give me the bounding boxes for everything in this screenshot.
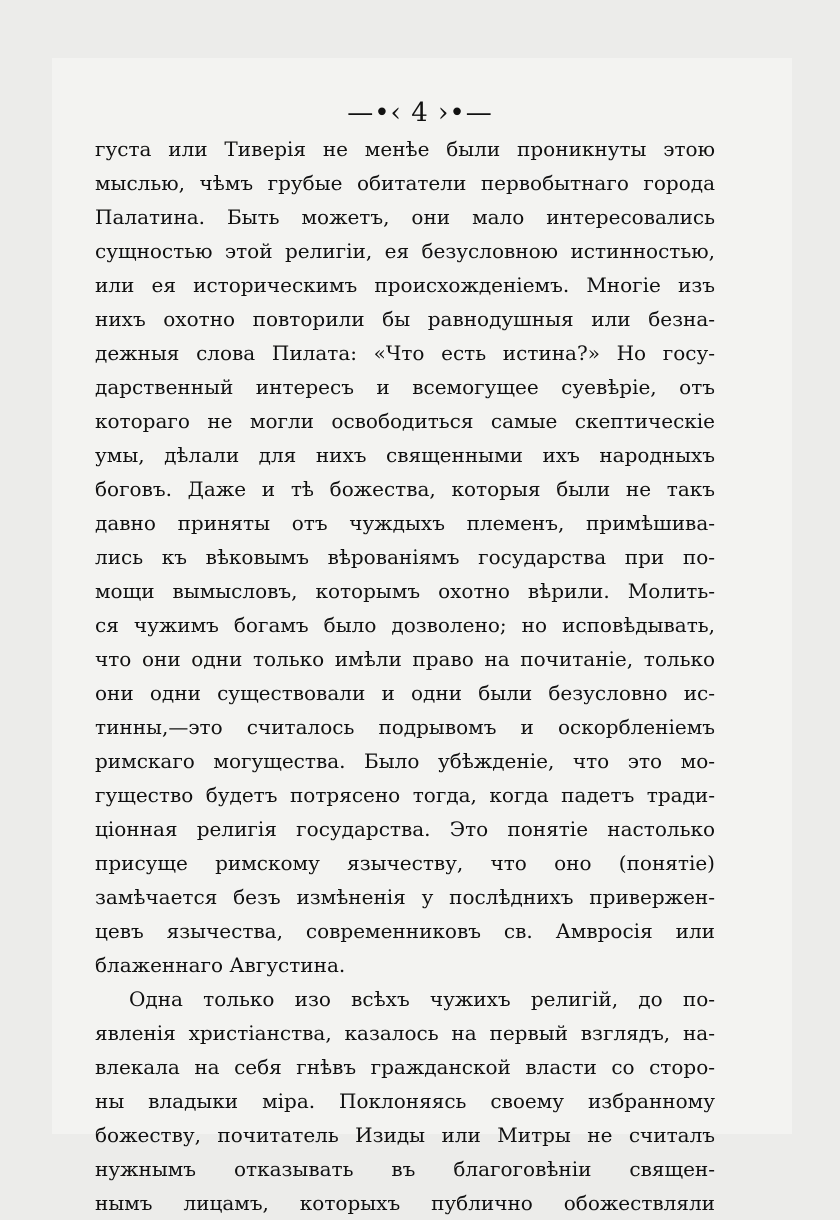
text-line: они одни существовали и одни были безусловно ис-: [95, 681, 715, 705]
text-line: лись къ вѣковымъ вѣрованіямъ государства при по-: [95, 545, 715, 569]
text-line: цевъ язычества, современниковъ св. Амвросія или: [95, 919, 715, 943]
text-line: сущностью этой религіи, ея безусловною истинностью,: [95, 239, 715, 263]
text-line: римскаго могущества. Было убѣжденіе, что это мо-: [95, 749, 715, 773]
text-line: Палатина. Быть можетъ, они мало интересовались: [95, 205, 715, 229]
body-text: [95, 132, 715, 1220]
text-line: ны владыки міра. Поклоняясь своему избранному: [95, 1089, 715, 1113]
text-line: гущество будетъ потрясено тогда, когда падетъ тради-: [95, 783, 715, 807]
text-line: ся чужимъ богамъ было дозволено; но исповѣдывать,: [95, 613, 715, 637]
text-line: боговъ. Даже и тѣ божества, которыя были не такъ: [95, 477, 715, 501]
text-line: давно приняты отъ чуждыхъ племенъ, примѣшива-: [95, 511, 715, 535]
text-line: что они одни только имѣли право на почитаніе, только: [95, 647, 715, 671]
text-line: влекала на себя гнѣвъ гражданской власти со сторо-: [95, 1055, 715, 1079]
text-line: мощи вымысловъ, которымъ охотно вѣрили. Молить-: [95, 579, 715, 603]
text-line: мыслью, чѣмъ грубые обитатели первобытнаго города: [95, 171, 715, 195]
page-number-header: —•‹ 4 ›•—: [347, 98, 493, 128]
text-line: дарственный интересъ и всемогущее суевѣріе, отъ: [95, 375, 715, 399]
text-line: умы, дѣлали для нихъ священными ихъ народныхъ: [95, 443, 715, 467]
text-line: ціонная религія государства. Это понятіе настолько: [95, 817, 715, 841]
text-line: густа или Тиверія не менѣе были проникнуты этою: [95, 137, 715, 161]
text-line: нужнымъ отказывать въ благоговѣніи священ-: [95, 1157, 715, 1181]
text-line: или ея историческимъ происхожденіемъ. Многіе изъ: [95, 273, 715, 297]
text-line: замѣчается безъ измѣненія у послѣднихъ привержен-: [95, 885, 715, 909]
text-line: блаженнаго Августина.: [95, 953, 346, 977]
text-line: нымъ лицамъ, которыхъ публично обожествляли: [95, 1191, 715, 1215]
text-line: котораго не могли освободиться самые скептическіе: [95, 409, 715, 433]
text-line: присуще римскому язычеству, что оно (понятіе): [95, 851, 715, 875]
text-line: явленія христіанства, казалось на первый взглядъ, на-: [95, 1021, 715, 1045]
text-line: тинны,—это считалось подрывомъ и оскорбленіемъ: [95, 715, 715, 739]
text-line: божеству, почитатель Изиды или Митры не считалъ: [95, 1123, 715, 1147]
text-line: Одна только изо всѣхъ чужихъ религій, до по-: [129, 987, 715, 1011]
text-line: дежныя слова Пилата: «Что есть истина?» Но госу-: [95, 341, 715, 365]
text-line: нихъ охотно повторили бы равнодушныя или безна-: [95, 307, 715, 331]
